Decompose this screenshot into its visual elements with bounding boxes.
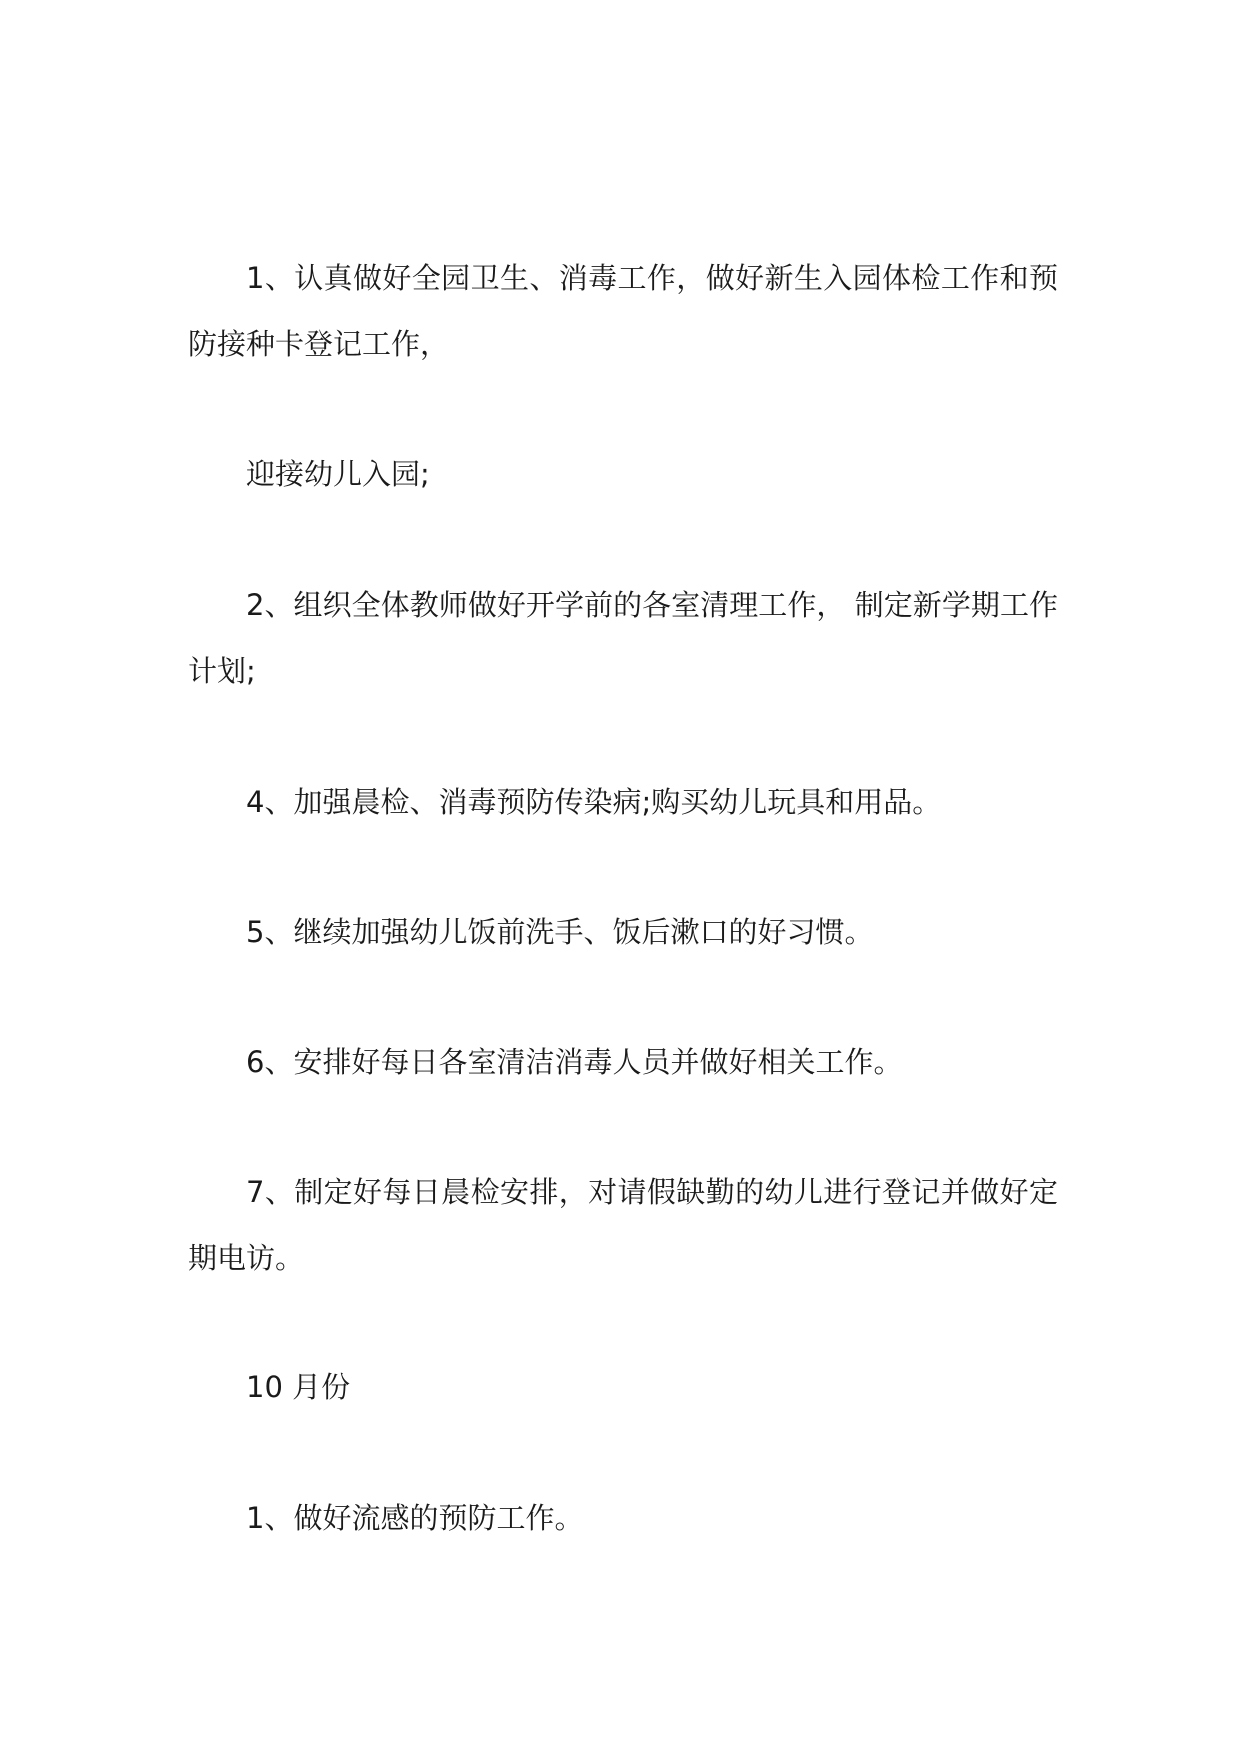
paragraph-item-october-1: 1、做好流感的预防工作。 xyxy=(246,1501,584,1535)
paragraph-item-2: 迎接幼儿入园; xyxy=(246,457,430,491)
paragraph-item-3: 2、组织全体教师做好开学前的各室清理工作， 制定新学期工作计划; xyxy=(188,588,1058,688)
paragraph-item-5: 5、继续加强幼儿饭前洗手、饭后漱口的好习惯。 xyxy=(246,915,874,949)
paragraph-item-1: 1、认真做好全园卫生、消毒工作，做好新生入园体检工作和预防接种卡登记工作， xyxy=(188,261,1058,361)
paragraph-item-7: 7、制定好每日晨检安排，对请假缺勤的幼儿进行登记并做好定期电访。 xyxy=(188,1175,1058,1275)
section-heading-october: 10 月份 xyxy=(246,1370,351,1404)
paragraph-item-6: 6、安排好每日各室清洁消毒人员并做好相关工作。 xyxy=(246,1045,903,1079)
paragraph-item-4: 4、加强晨检、消毒预防传染病;购买幼儿玩具和用品。 xyxy=(246,785,942,819)
